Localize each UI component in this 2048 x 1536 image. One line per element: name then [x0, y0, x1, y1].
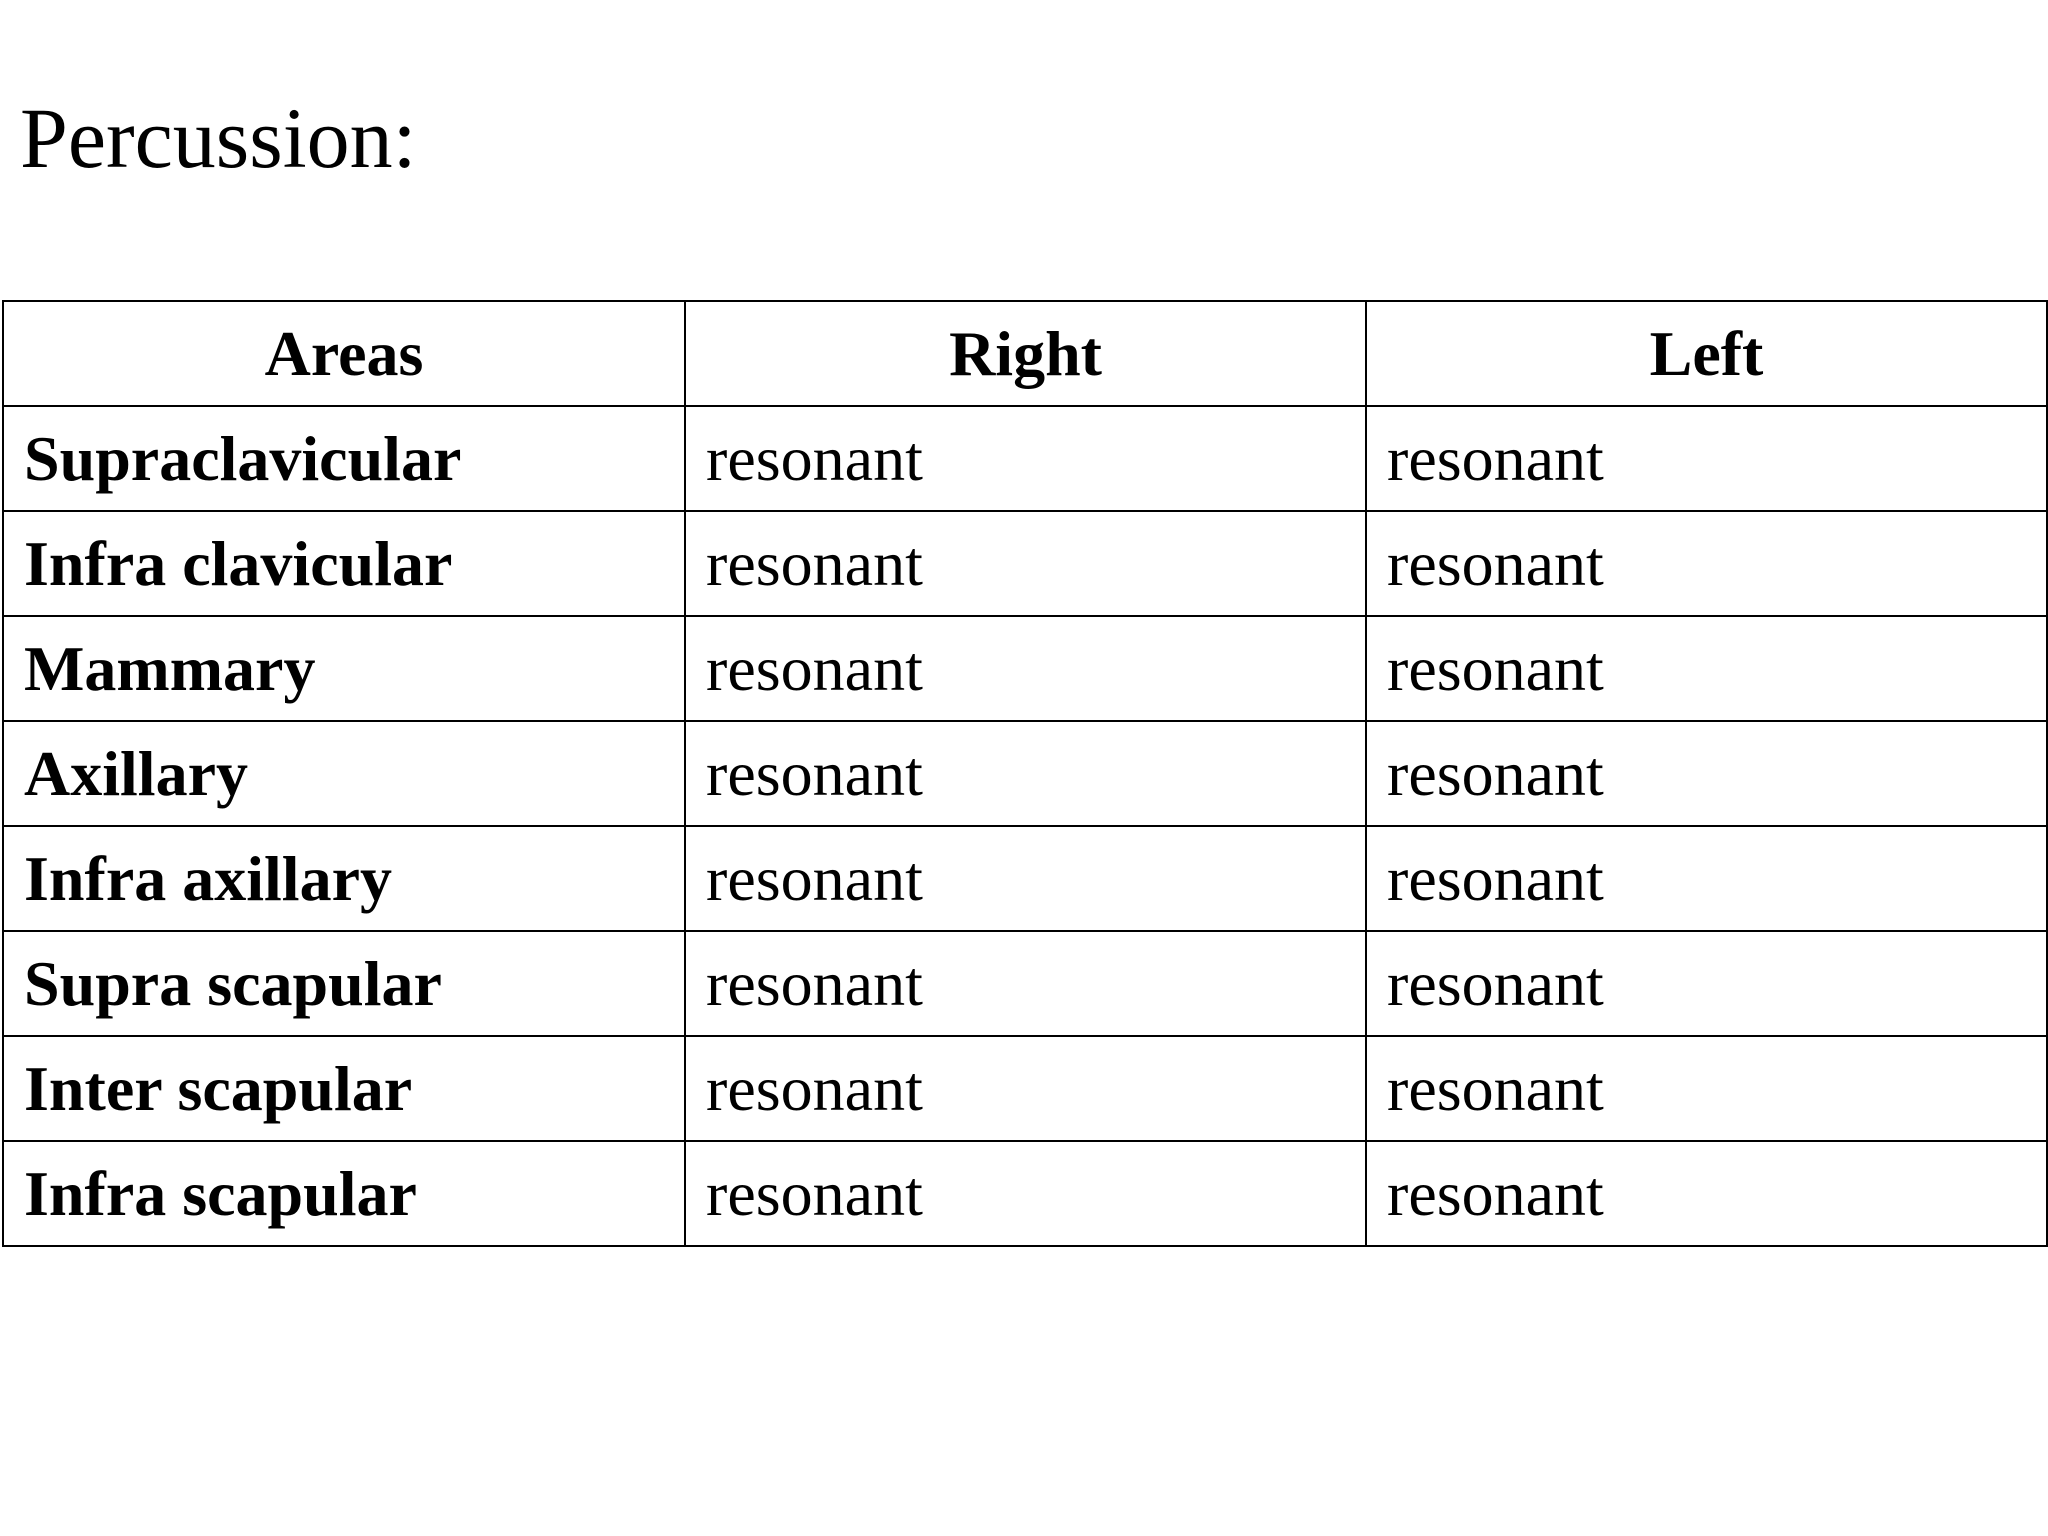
area-cell: Infra axillary: [3, 826, 685, 931]
right-value-cell: resonant: [685, 616, 1366, 721]
right-value-cell: resonant: [685, 1141, 1366, 1246]
column-header-right: Right: [685, 301, 1366, 406]
right-value-cell: resonant: [685, 931, 1366, 1036]
left-value-cell: resonant: [1366, 931, 2047, 1036]
table-row: [3, 721, 2047, 826]
column-header-left: Left: [1366, 301, 2047, 406]
left-value-cell: resonant: [1366, 406, 2047, 511]
area-cell: Infra clavicular: [3, 511, 685, 616]
right-value-cell: resonant: [685, 826, 1366, 931]
left-value-cell: resonant: [1366, 826, 2047, 931]
left-value-cell: resonant: [1366, 616, 2047, 721]
area-cell: Supraclavicular: [3, 406, 685, 511]
table-row: [3, 616, 2047, 721]
page-title: Percussion:: [20, 90, 417, 186]
table-row: [3, 1036, 2047, 1141]
area-cell: Infra scapular: [3, 1141, 685, 1246]
area-cell: Mammary: [3, 616, 685, 721]
right-value-cell: resonant: [685, 1036, 1366, 1141]
left-value-cell: resonant: [1366, 1036, 2047, 1141]
table-row: [3, 931, 2047, 1036]
area-cell: Supra scapular: [3, 931, 685, 1036]
percussion-table: [2, 300, 2048, 1247]
table-row: [3, 406, 2047, 511]
right-value-cell: resonant: [685, 511, 1366, 616]
table-row: [3, 511, 2047, 616]
left-value-cell: resonant: [1366, 511, 2047, 616]
table-row: [3, 1141, 2047, 1246]
left-value-cell: resonant: [1366, 721, 2047, 826]
area-cell: Axillary: [3, 721, 685, 826]
right-value-cell: resonant: [685, 721, 1366, 826]
column-header-areas: Areas: [3, 301, 685, 406]
right-value-cell: resonant: [685, 406, 1366, 511]
table-row: [3, 826, 2047, 931]
area-cell: Inter scapular: [3, 1036, 685, 1141]
left-value-cell: resonant: [1366, 1141, 2047, 1246]
table-header-row: [3, 301, 2047, 406]
